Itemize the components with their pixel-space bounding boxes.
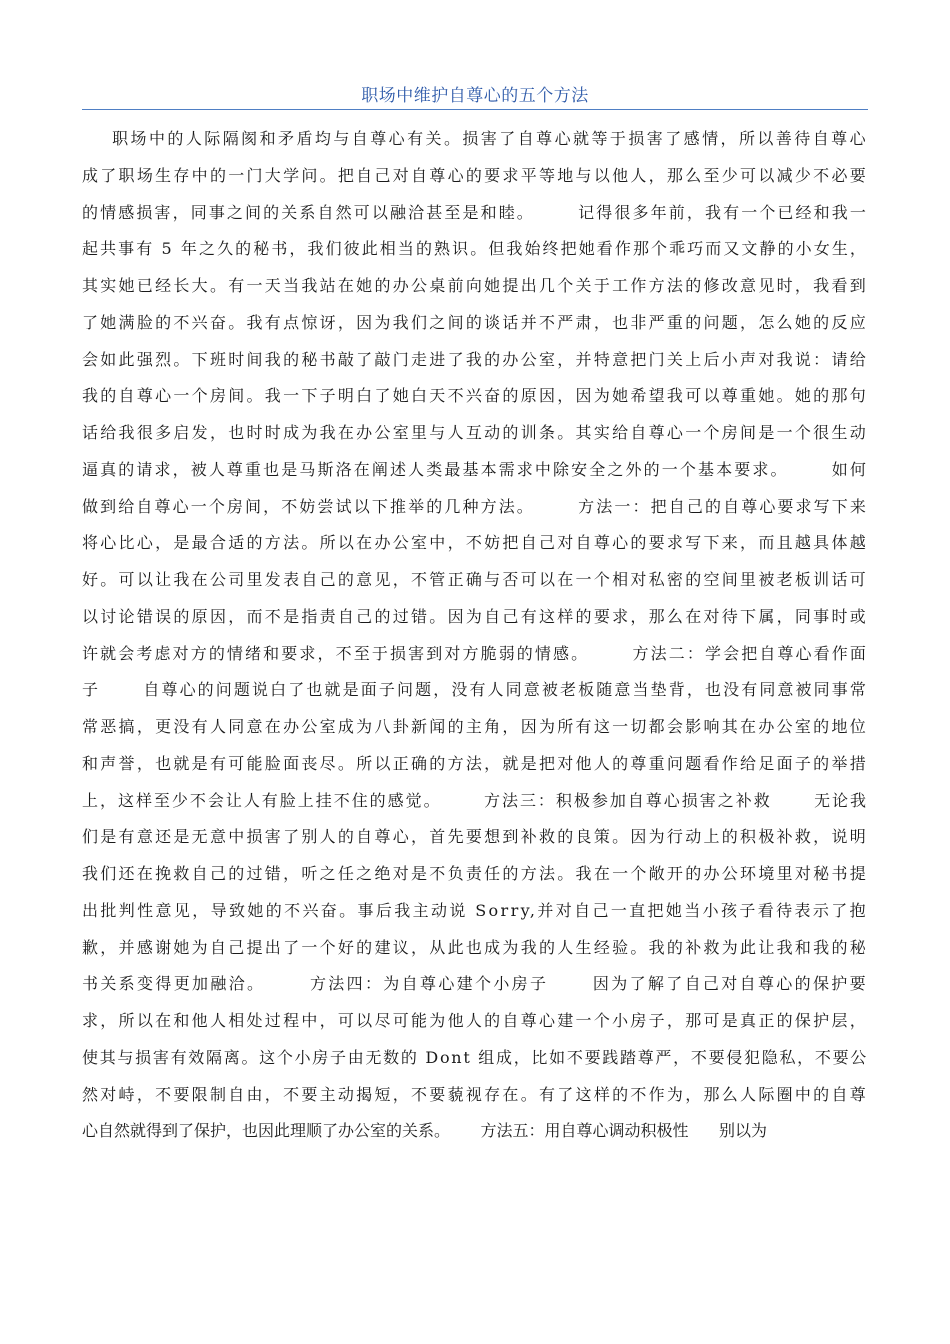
document-title: 职场中维护自尊心的五个方法 — [361, 86, 589, 106]
body-line: 和声誉，也就是有可能脸面丧尽。所以正确的方法，就是把对他人的尊重问题看作给足面子的举措 — [82, 753, 868, 773]
body-line: 做到给自尊心一个房间，不妨尝试以下推举的几种方法。 方法一：把自己的自尊心要求写下来 — [82, 496, 868, 516]
body-line: 成了职场生存中的一门大学问。把自己对自尊心的要求平等地与以他人，那么至少可以减少不必要 — [82, 165, 868, 185]
body-line: 上，这样至少不会让人有脸上挂不住的感觉。 方法三：积极参加自尊心损害之补救 无论我 — [82, 790, 868, 810]
body-line: 的情感损害，同事之间的关系自然可以融洽甚至是和睦。 记得很多年前，我有一个已经和我一 — [82, 202, 868, 222]
body-line: 我的自尊心一个房间。我一下子明白了她白天不兴奋的原因，因为她希望我可以尊重她。她的那句 — [82, 386, 868, 406]
body-line: 职场中的人际隔阂和矛盾均与自尊心有关。损害了自尊心就等于损害了感情，所以善待自尊心 — [82, 129, 868, 148]
body-line: 许就会考虑对方的情绪和要求，不至于损害到对方脆弱的情感。 方法二：学会把自尊心看作面 — [82, 643, 868, 663]
body-line: 会如此强烈。下班时间我的秘书敲了敲门走进了我的办公室，并特意把门关上后小声对我说：请给 — [82, 349, 868, 369]
body-line: 歉，并感谢她为自己提出了一个好的建议，从此也成为我的人生经验。我的补救为此让我和我的秘 — [82, 937, 868, 957]
body-line: 以讨论错误的原因，而不是指责自己的过错。因为自己有这样的要求，那么在对待下属，同事时或 — [82, 606, 868, 626]
body-line: 将心比心，是最合适的方法。所以在办公室中，不妨把自己对自尊心的要求写下来，而且越具体越 — [82, 533, 868, 553]
body-line: 书关系变得更加融洽。 方法四：为自尊心建个小房子 因为了解了自己对自尊心的保护要 — [82, 974, 868, 994]
body-line: 了她满脸的不兴奋。我有点惊讶，因为我们之间的谈话并不严肃，也非严重的问题，怎么她的反应 — [82, 312, 868, 332]
body-line: 起共事有 5 年之久的秘书，我们彼此相当的熟识。但我始终把她看作那个乖巧而又文静的小女生， — [82, 239, 868, 259]
body-line: 话给我很多启发，也时时成为我在办公室里与人互动的训条。其实给自尊心一个房间是一个很生动 — [82, 423, 868, 442]
body-line: 出批判性意见，导致她的不兴奋。事后我主动说 Sorry,并对自己一直把她当小孩子看待表示了抱 — [82, 900, 868, 920]
title-underline — [82, 109, 868, 110]
document-body — [82, 124, 868, 1153]
body-line: 其实她已经长大。有一天当我站在她的办公桌前向她提出几个关于工作方法的修改意见时，我看到 — [82, 276, 868, 295]
body-line: 求，所以在和他人相处过程中，可以尽可能为他人的自尊心建一个小房子，那可是真正的保护层， — [82, 1011, 868, 1030]
body-line: 好。可以让我在公司里发表自己的意见，不管正确与否可以在一个相对私密的空间里被老板训话可 — [82, 570, 868, 589]
body-line: 逼真的请求，被人尊重也是马斯洛在阐述人类最基本需求中除安全之外的一个基本要求。 如何 — [82, 459, 868, 479]
body-line: 然对峙，不要限制自由，不要主动揭短，不要藐视存在。有了这样的不作为，那么人际圈中的自尊 — [82, 1084, 868, 1104]
body-line: 常恶搞，更没有人同意在办公室成为八卦新闻的主角，因为所有这一切都会影响其在办公室的地位 — [82, 717, 868, 736]
body-line: 们是有意还是无意中损害了别人的自尊心，首先要想到补救的良策。因为行动上的积极补救，说明 — [82, 827, 868, 847]
body-line: 心自然就得到了保护，也因此理顺了办公室的关系。 方法五：用自尊心调动积极性 别以为 — [82, 1121, 768, 1141]
body-line: 我们还在挽救自己的过错，听之任之绝对是不负责任的方法。我在一个敞开的办公环境里对秘书提 — [82, 864, 868, 883]
body-line: 子 自尊心的问题说白了也就是面子问题，没有人同意被老板随意当垫背，也没有同意被同事常 — [82, 680, 868, 700]
body-line: 使其与损害有效隔离。这个小房子由无数的 Dont 组成，比如不要践踏尊严，不要侵犯隐私，不要公 — [82, 1047, 868, 1067]
